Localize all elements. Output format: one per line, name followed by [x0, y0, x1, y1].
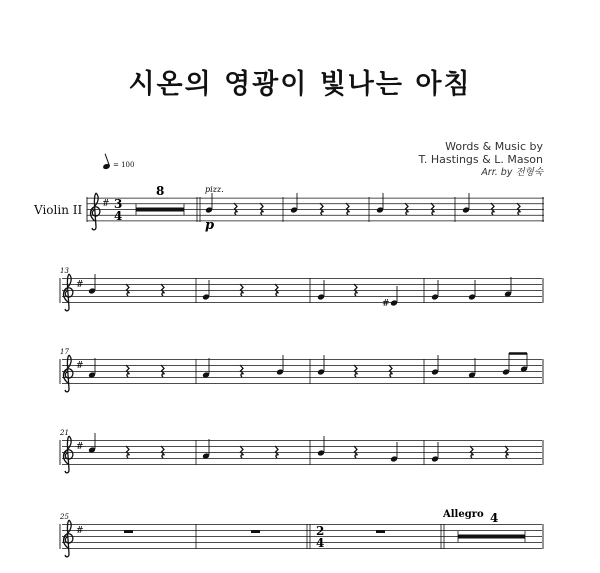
time-sig-1-den: 4 [114, 209, 123, 223]
system-3 [60, 348, 543, 392]
measure-number-13: 13 [60, 267, 69, 275]
measure-number-21: 21 [60, 429, 69, 437]
svg-text:#: # [382, 299, 390, 309]
time-sig-2-den: 4 [316, 536, 325, 550]
pizz-marking: pizz. [205, 185, 224, 194]
system-2 [60, 267, 543, 311]
multi-rest-count-2: 4 [490, 511, 499, 525]
score-title: 시온의 영광이 빛나는 아침 [128, 69, 472, 100]
allegro-marking: Allegro [443, 509, 484, 520]
multi-rest-count-1: 8 [156, 184, 165, 198]
system-4 [59, 429, 543, 473]
system-5 [59, 509, 543, 557]
measure-number-17: 17 [60, 348, 69, 356]
dynamic-marking: p [205, 218, 215, 233]
svg-text:#: # [76, 280, 84, 290]
svg-text:#: # [76, 361, 84, 371]
svg-text:#: # [76, 442, 84, 452]
tempo-value: = 100 [113, 161, 135, 169]
svg-text:#: # [76, 526, 84, 536]
measure-number-25: 25 [60, 513, 69, 521]
credit-composers: T. Hastings & L. Mason [418, 153, 543, 166]
credit-composer-label: Words & Music by [445, 140, 543, 153]
time-sig-2-num: 2 [316, 524, 325, 538]
time-sig-1-num: 3 [114, 197, 123, 211]
instrument-name: Violin II [34, 203, 83, 217]
system-1 [87, 184, 544, 233]
credit-arranger: Arr. by 전형숙 [481, 167, 543, 178]
svg-text:#: # [102, 199, 110, 209]
